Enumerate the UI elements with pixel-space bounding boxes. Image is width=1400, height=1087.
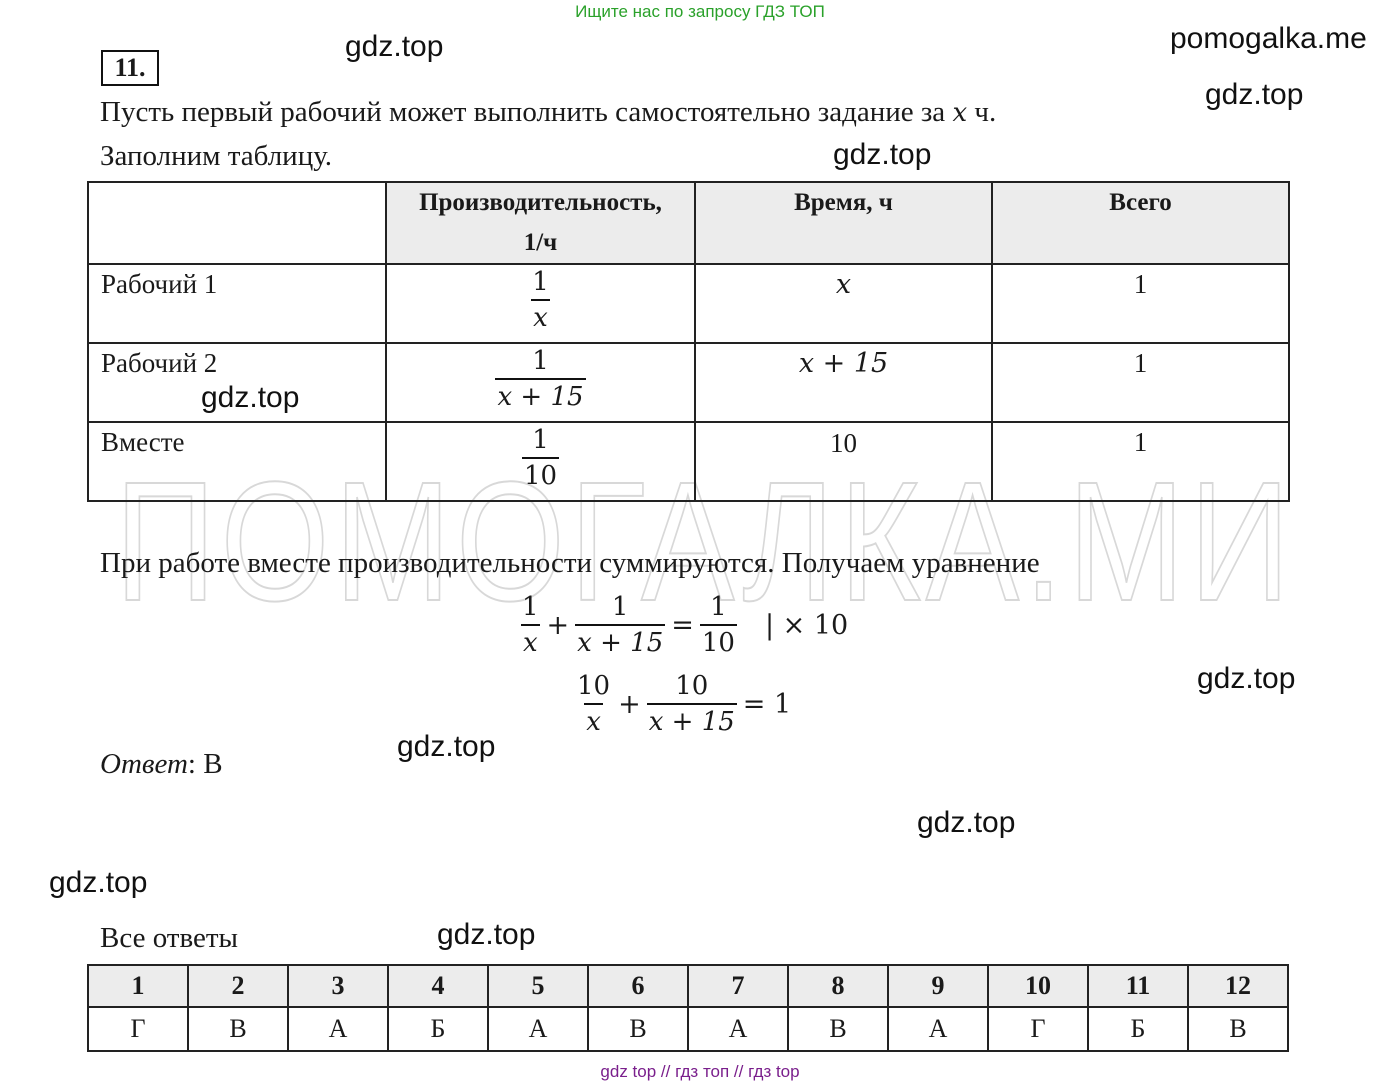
answers-letter-row bbox=[88, 1007, 1288, 1051]
header-productivity-line1: Производительность, bbox=[419, 189, 662, 216]
answer-line bbox=[100, 748, 223, 781]
fraction-denominator: x + 15 bbox=[495, 378, 585, 414]
answer-number: 9 bbox=[888, 965, 988, 1007]
answer-number: 11 bbox=[1088, 965, 1188, 1007]
gdz-watermark: gdz.top bbox=[345, 30, 444, 63]
answer-letter: А bbox=[688, 1007, 788, 1051]
answer-number: 5 bbox=[488, 965, 588, 1007]
answer-letter: А bbox=[488, 1007, 588, 1051]
fraction-denominator: x + 15 bbox=[575, 624, 665, 660]
answers-number-row bbox=[88, 965, 1288, 1007]
fraction bbox=[520, 590, 541, 660]
gdz-watermark: gdz.top bbox=[1197, 662, 1296, 695]
fraction-numerator: 10 bbox=[577, 671, 611, 701]
answer-letter: Г bbox=[88, 1007, 188, 1051]
answer-letter: В bbox=[588, 1007, 688, 1051]
equation-intro: При работе вместе производительности суммируются. Получаем уравнение bbox=[100, 547, 1040, 579]
header-time: Время, ч bbox=[695, 182, 992, 264]
gdz-watermark: gdz.top bbox=[397, 730, 496, 763]
plus-sign: + bbox=[618, 688, 641, 720]
total-cell: 1 bbox=[992, 422, 1289, 501]
answer-number: 1 bbox=[88, 965, 188, 1007]
problem-number: 11. bbox=[101, 50, 159, 86]
fraction-numerator: 1 bbox=[710, 592, 727, 622]
fraction bbox=[495, 344, 585, 414]
fraction-numerator: 1 bbox=[532, 346, 549, 376]
row-label: Рабочий 2 bbox=[88, 343, 386, 422]
productivity-cell bbox=[386, 264, 695, 343]
fraction-denominator: 10 bbox=[700, 624, 737, 660]
row-label: Рабочий 1 bbox=[88, 264, 386, 343]
answer-value: : В bbox=[187, 748, 223, 780]
fraction bbox=[575, 590, 665, 660]
plus-sign: + bbox=[546, 609, 570, 641]
productivity-cell bbox=[386, 343, 695, 422]
fraction-denominator: 10 bbox=[522, 457, 559, 493]
fraction bbox=[522, 423, 559, 493]
variable-x: x bbox=[952, 98, 968, 128]
answer-letter: А bbox=[288, 1007, 388, 1051]
equation-rhs: = 1 bbox=[742, 688, 792, 720]
equals-sign: = bbox=[671, 609, 694, 641]
bottom-banner[interactable]: gdz top // гдз топ // гдз top bbox=[600, 1062, 800, 1081]
answer-number: 10 bbox=[988, 965, 1088, 1007]
multiplier-note: | × 10 bbox=[764, 609, 849, 641]
time-cell: 10 bbox=[695, 422, 992, 501]
fraction bbox=[530, 265, 551, 335]
gdz-watermark: gdz.top bbox=[917, 806, 1016, 839]
equation-1 bbox=[520, 590, 848, 660]
total-cell: 1 bbox=[992, 264, 1289, 343]
answer-number: 12 bbox=[1188, 965, 1288, 1007]
table-row bbox=[88, 264, 1289, 343]
header-productivity-line2: 1/ч bbox=[523, 229, 558, 256]
time-cell: x + 15 bbox=[695, 343, 992, 422]
answer-letter: В bbox=[1188, 1007, 1288, 1051]
answer-number: 8 bbox=[788, 965, 888, 1007]
productivity-table bbox=[87, 181, 1290, 502]
answer-number: 3 bbox=[288, 965, 388, 1007]
intro-text: Пусть первый рабочий может выполнить самостоятельно задание за bbox=[100, 96, 946, 128]
fraction bbox=[647, 669, 737, 739]
answer-number: 2 bbox=[188, 965, 288, 1007]
fraction-denominator: x bbox=[521, 624, 540, 660]
row-label: Вместе bbox=[88, 422, 386, 501]
fraction bbox=[575, 669, 612, 739]
time-cell: x bbox=[695, 264, 992, 343]
fraction-denominator: x bbox=[531, 299, 550, 335]
fraction bbox=[700, 590, 737, 660]
large-watermark-text: ПОМОГАЛКА.МИ bbox=[115, 460, 1295, 620]
top-banner[interactable]: Ищите нас по запросу ГДЗ ТОП bbox=[575, 2, 825, 21]
answer-number: 6 bbox=[588, 965, 688, 1007]
answer-number: 4 bbox=[388, 965, 488, 1007]
header-productivity bbox=[386, 182, 695, 264]
fraction-numerator: 1 bbox=[522, 592, 539, 622]
table-row bbox=[88, 422, 1289, 501]
table-intro: Заполним таблицу. bbox=[100, 140, 333, 172]
gdz-watermark: gdz.top bbox=[201, 381, 300, 414]
answer-number: 7 bbox=[688, 965, 788, 1007]
answer-letter: А bbox=[888, 1007, 988, 1051]
answer-letter: Г bbox=[988, 1007, 1088, 1051]
productivity-cell bbox=[386, 422, 695, 501]
equation-2 bbox=[575, 669, 791, 739]
header-empty bbox=[88, 182, 386, 264]
table-header-row bbox=[88, 182, 1289, 264]
all-answers-title: Все ответы bbox=[100, 922, 239, 954]
answer-letter: Б bbox=[1088, 1007, 1188, 1051]
answer-letter: В bbox=[788, 1007, 888, 1051]
gdz-watermark: gdz.top bbox=[1205, 78, 1304, 111]
problem-intro bbox=[100, 96, 996, 129]
site-watermark: pomogalka.me bbox=[1170, 22, 1367, 55]
fraction-numerator: 1 bbox=[611, 592, 629, 622]
gdz-watermark: gdz.top bbox=[49, 866, 148, 899]
fraction-numerator: 10 bbox=[675, 671, 709, 701]
gdz-watermark: gdz.top bbox=[437, 918, 536, 951]
header-total: Всего bbox=[992, 182, 1289, 264]
fraction-numerator: 1 bbox=[532, 425, 549, 455]
fraction-denominator: x bbox=[584, 703, 603, 739]
fraction-denominator: x + 15 bbox=[647, 703, 737, 739]
total-cell: 1 bbox=[992, 343, 1289, 422]
fraction-numerator: 1 bbox=[532, 267, 549, 297]
gdz-watermark: gdz.top bbox=[833, 138, 932, 171]
answer-letter: В bbox=[188, 1007, 288, 1051]
all-answers-table bbox=[87, 964, 1289, 1052]
intro-unit: ч. bbox=[974, 96, 997, 128]
answer-label: Ответ bbox=[100, 748, 188, 780]
answer-letter: Б bbox=[388, 1007, 488, 1051]
